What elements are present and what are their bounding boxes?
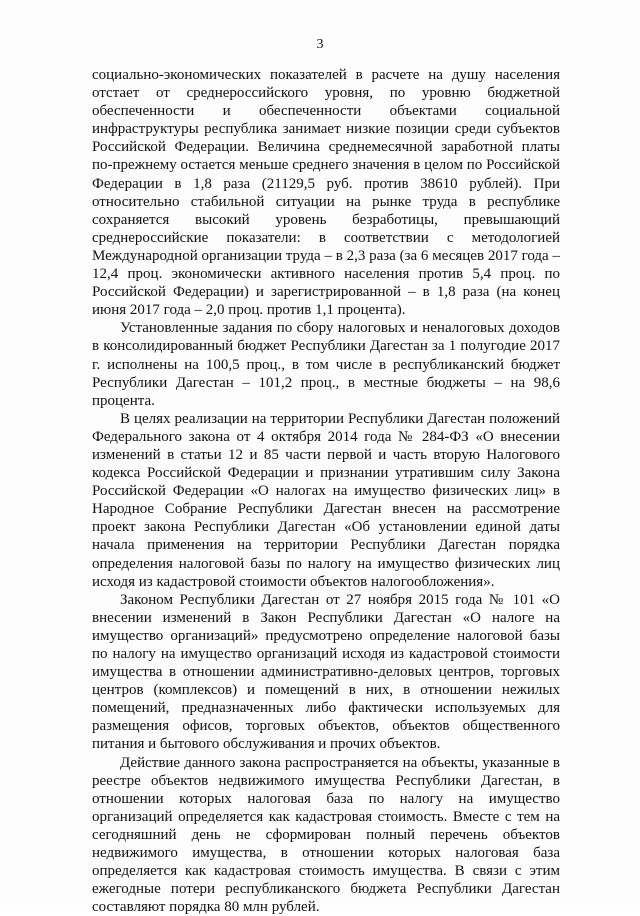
paragraph-law-effect: Действие данного закона распространяется на объекты, указанные в реестре объектов недвижимого имущества Республики Дагестан, в отношении которых налоговая база по налогу на имущество организаций определяется как кадастровая стоимость. Вместе с тем на сегодняшний день не сформирован полный перечень объектов недвижимого имущества, в отношении которых налоговая база определяется как кадастровая стоимость имущества. В связи с этим ежегодные потери республиканского бюджета Республики Дагестан составляют порядка 80 млн рублей. (92, 754, 560, 916)
document-body (92, 66, 560, 916)
paragraph-federal-law: В целях реализации на территории Республики Дагестан положений Федерального закона от 4 октября 2014 года № 284-ФЗ «О внесении изменений в статьи 12 и 85 части первой и часть вторую Налогового кодекса Российской Федерации и признании утратившим силу Закона Российской Федерации «О налогах на имущество физических лиц» в Народное Собрание Республики Дагестан внесен на рассмотрение проект закона Республики Дагестан «Об установлении единой даты начала применения на территории Республики Дагестан порядка определения налоговой базы по налогу на имущество физических лиц исходя из кадастровой стоимости объектов налогообложения». (92, 410, 560, 590)
page-number: 3 (316, 37, 324, 52)
paragraph-tax-collection: Установленные задания по сбору налоговых и неналоговых доходов в консолидированный бюджет Республики Дагестан за 1 полугодие 2017 г. исполнены на 100,5 проц., в том числе в республиканский бюджет Республики Дагестан – 101,2 проц., в местные бюджеты – на 98,6 процента. (92, 320, 560, 409)
paragraph-regional-law: Законом Республики Дагестан от 27 ноября 2015 года № 101 «О внесении изменений в Закон Республики Дагестан «О налоге на имущество организаций» предусмотрено определение налоговой базы по налогу на имущество организаций исходя из кадастровой стоимости имущества в отношении административно-деловых центров, торговых центров (комплексов) и помещений в них, в отношении нежилых помещений, предназначенных либо фактически используемых для размещения офисов, торговых объектов, объектов общественного питания и бытового обслуживания и прочих объектов. (92, 591, 560, 753)
paragraph-continued: социально-экономических показателей в расчете на душу населения отстает от среднероссийского уровня, по уровню бюджетной обеспеченности и обеспеченности объектами социальной инфраструктуры республика занимает низкие позиции среди субъектов Российской Федерации. Величина среднемесячной заработной платы по-прежнему остается меньше среднего значения в целом по Российской Федерации в 1,8 раза (21129,5 руб. против 38610 рублей). При относительно стабильной ситуации на рынке труда в республике сохраняется высокий уровень безработицы, превышающий среднероссийские показатели: в соответствии с методологией Международной организации труда – в 2,3 раза (за 6 месяцев 2017 года – 12,4 проц. экономически активного населения против 5,4 проц. по Российской Федерации) и зарегистрированной – в 1,8 раза (на конец июня 2017 года – 2,0 проц. против 1,1 процента). (92, 67, 560, 319)
